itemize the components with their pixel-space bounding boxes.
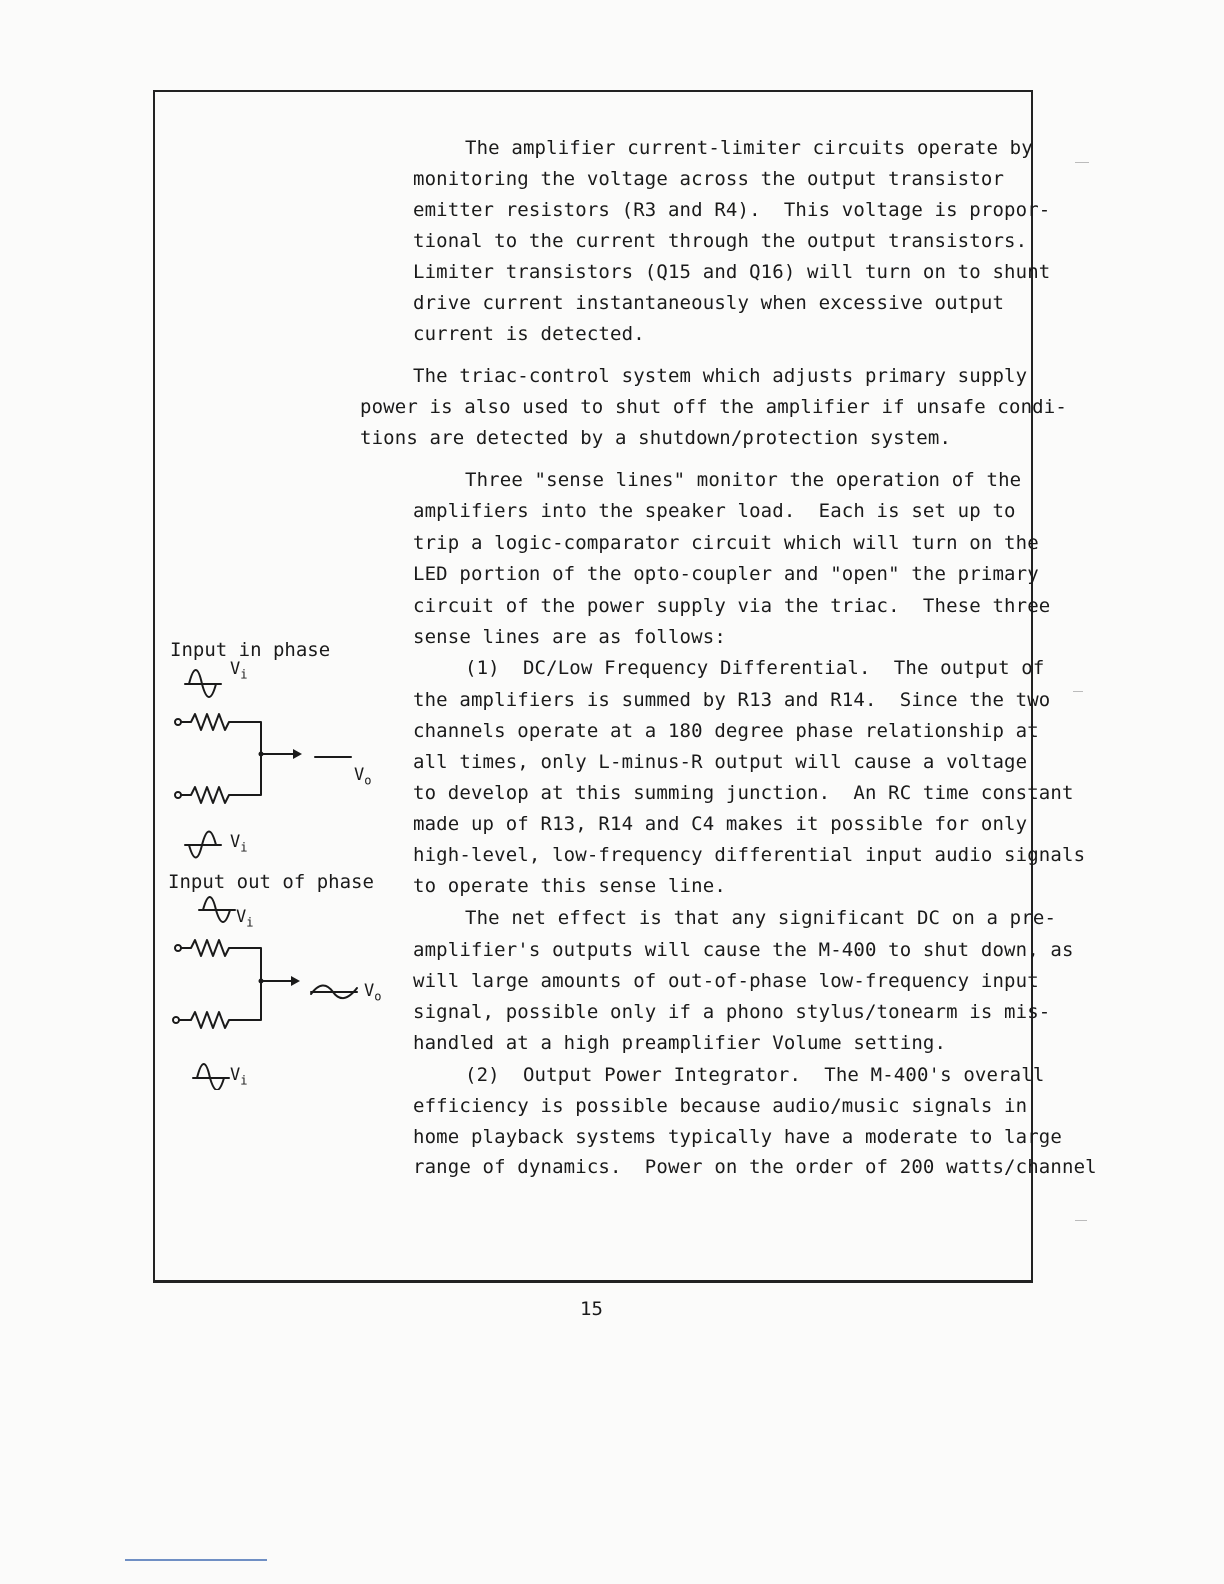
text-line: Three "sense lines" monitor the operation of the — [465, 469, 1022, 491]
text-line: The triac-control system which adjusts primary supply — [413, 365, 1028, 387]
text-line: drive current instantaneously when excessive output — [413, 292, 1005, 314]
text-line: will large amounts of out-of-phase low-frequency input — [413, 970, 1039, 992]
figure-caption-in-phase: Input in phase — [170, 639, 331, 661]
text-line: power is also used to shut off the amplifier if unsafe condi- — [360, 396, 1067, 418]
text-line: The net effect is that any significant DC on a pre- — [465, 907, 1057, 929]
text-line: to develop at this summing junction. An RC time constant — [413, 782, 1074, 804]
bottom-rule — [125, 1559, 267, 1561]
text-line: signal, possible only if a phono stylus/tonearm is mis- — [413, 1001, 1051, 1023]
text-line: circuit of the power supply via the triac. These three — [413, 595, 1051, 617]
resistor-icon — [181, 755, 261, 803]
text-line: (1) DC/Low Frequency Differential. The output of — [465, 657, 1045, 679]
resistor-icon — [179, 980, 261, 1028]
resistor-icon — [181, 940, 261, 1016]
vi-label: $V_i$ — [230, 1065, 248, 1088]
text-line: (2) Output Power Integrator. The M-400's overall — [465, 1064, 1045, 1086]
vi-label: $V_i$ — [230, 659, 248, 682]
vo-label: $V_o$ — [364, 981, 382, 1004]
scan-speck — [1075, 1220, 1087, 1221]
text-line: amplifier's outputs will cause the M-400 to shut down, as — [413, 939, 1074, 961]
text-line: home playback systems typically have a moderate to large — [413, 1126, 1062, 1148]
text-line: high-level, low-frequency differential input audio signals — [413, 844, 1086, 866]
scan-speck — [1075, 162, 1089, 163]
text-line: trip a logic-comparator circuit which will turn on the — [413, 532, 1039, 554]
vi-label: $V_i$ — [230, 832, 248, 855]
text-line: tions are detected by a shutdown/protection system. — [360, 427, 952, 449]
text-line: tional to the current through the output transistors. — [413, 230, 1028, 252]
text-line: the amplifiers is summed by R13 and R14. Since the two — [413, 689, 1051, 711]
text-line: efficiency is possible because audio/music signals in — [413, 1095, 1028, 1117]
text-line: monitoring the voltage across the output transistor — [413, 168, 1005, 190]
text-line: sense lines are as follows: — [413, 626, 726, 648]
in-phase-summing-diagram — [165, 660, 405, 870]
page-number: 15 — [580, 1298, 603, 1320]
text-line: Limiter transistors (Q15 and Q16) will turn on to shunt — [413, 261, 1051, 283]
figure-caption-out-of-phase: Input out of phase — [168, 871, 374, 893]
text-line: emitter resistors (R3 and R4). This voltage is propor- — [413, 199, 1051, 221]
text-line: channels operate at a 180 degree phase relationship at — [413, 720, 1039, 742]
text-line: handled at a high preamplifier Volume setting. — [413, 1032, 947, 1054]
text-line: to operate this sense line. — [413, 875, 726, 897]
vi-label: $V_i$ — [236, 907, 254, 930]
scan-speck — [1073, 691, 1083, 692]
text-line: The amplifier current-limiter circuits operate by — [465, 137, 1033, 159]
text-line: range of dynamics. Power on the order of 200 watts/channel — [413, 1156, 1097, 1178]
text-line: current is detected. — [413, 323, 645, 345]
text-line: amplifiers into the speaker load. Each is set up to — [413, 500, 1016, 522]
text-line: all times, only L-minus-R output will cause a voltage — [413, 751, 1028, 773]
resistor-icon — [181, 714, 261, 788]
vo-label: $V_o$ — [354, 765, 372, 788]
text-line: LED portion of the opto-coupler and "open" the primary — [413, 563, 1039, 585]
text-line: made up of R13, R14 and C4 makes it possible for only — [413, 813, 1028, 835]
